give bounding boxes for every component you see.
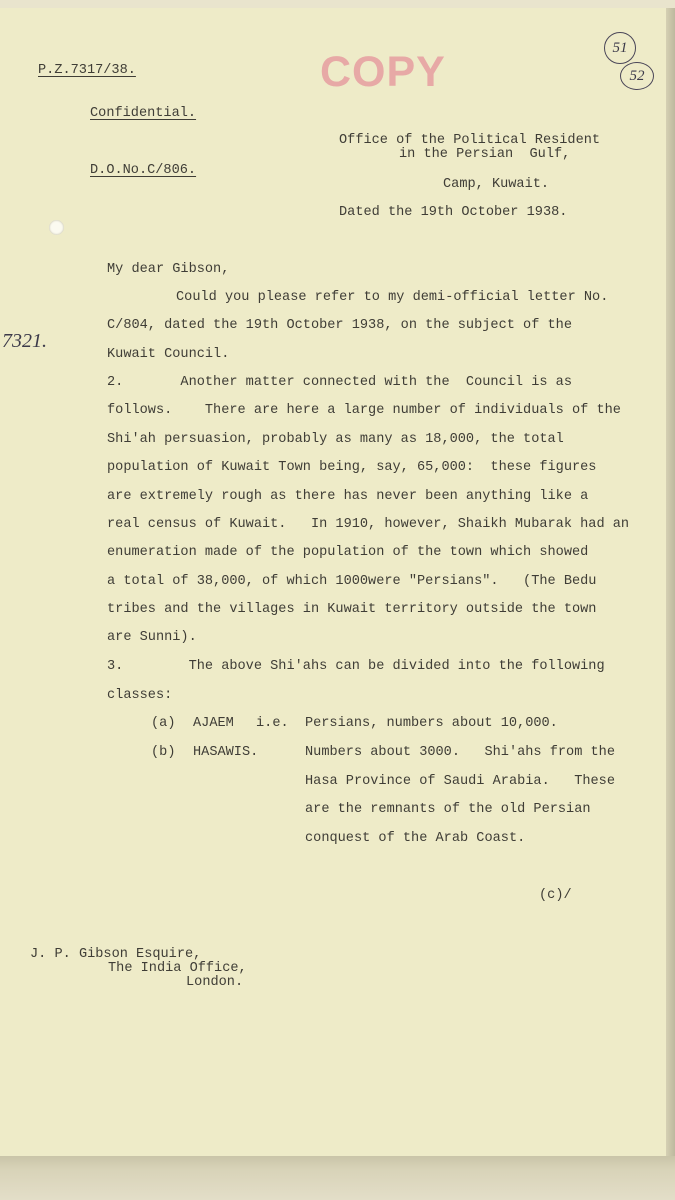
body-line: are Sunni). [107,630,197,645]
addressee-line: London. [186,975,244,990]
continuation-mark: (c)/ [539,888,572,903]
punch-hole [49,220,64,235]
page-stack-edge [0,1156,675,1200]
body-line: enumeration made of the population of the town which showed [107,545,589,560]
body-line: real census of Kuwait. In 1910, however, Shaikh Mubarak had an [107,517,630,532]
body-line: classes: [107,688,173,703]
paragraph-3-line: 3. The above Shi'ahs can be divided into the following [107,659,605,674]
paragraph-2-line: 2. Another matter connected with the Council is as [107,375,572,390]
file-reference: P.Z.7317/38. [38,63,136,78]
class-description: Hasa Province of Saudi Arabia. These [305,774,615,789]
class-description: Numbers about 3000. Shi'ahs from the [305,745,615,760]
margin-note: 7321. [2,330,47,352]
office-line-1: Office of the Political Resident [339,133,601,148]
copy-stamp: COPY [320,48,446,96]
office-line-2: in the Persian Gulf, [399,147,571,162]
addressee-line: J. P. Gibson Esquire, [30,947,202,962]
classification: Confidential. [90,106,197,121]
body-line: a total of 38,000, of which 1000were "Persians". (The Bedu [107,574,597,589]
body-line: Shi'ah persuasion, probably as many as 18,000, the total [107,432,564,447]
body-line: population of Kuwait Town being, say, 65,000: these figures [107,460,597,475]
date-line: Dated the 19th October 1938. [339,205,568,220]
class-marker: (a) [151,716,176,731]
addressee-line: The India Office, [108,961,247,976]
body-line: tribes and the villages in Kuwait territory outside the town [107,602,597,617]
folio-number-circle: 52 [620,62,654,90]
body-line: Could you please refer to my demi-official letter No. [176,290,609,305]
class-description: i.e. Persians, numbers about 10,000. [256,716,558,731]
location: Camp, Kuwait. [443,177,550,192]
class-marker: (b) [151,745,176,760]
class-name: HASAWIS. [193,745,259,760]
class-description: are the remnants of the old Persian [305,802,591,817]
folio-number-circle: 51 [604,32,636,64]
body-line: follows. There are here a large number of individuals of the [107,403,621,418]
class-description: conquest of the Arab Coast. [305,831,526,846]
salutation: My dear Gibson, [107,262,230,277]
body-line: Kuwait Council. [107,347,230,362]
body-line: C/804, dated the 19th October 1938, on the subject of the [107,318,572,333]
class-name: AJAEM [193,716,234,731]
page-edge [666,8,675,1158]
do-number: D.O.No.C/806. [90,163,197,178]
body-line: are extremely rough as there has never been anything like a [107,489,589,504]
